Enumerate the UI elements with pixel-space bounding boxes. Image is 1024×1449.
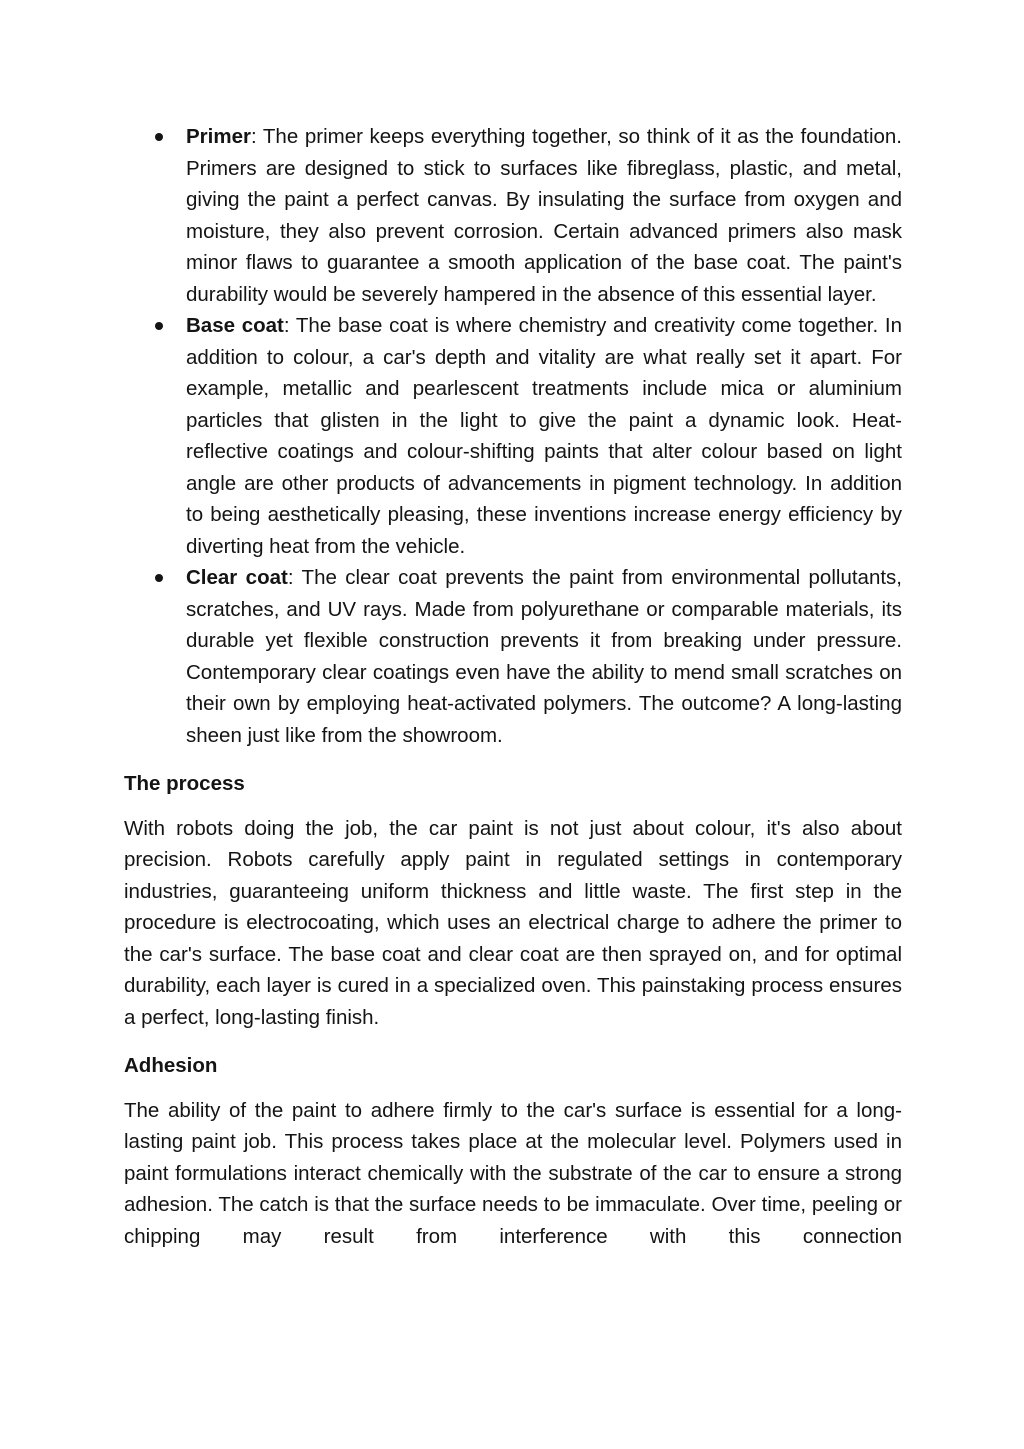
list-item-base-coat [124, 310, 902, 562]
base-coat-description: : The base coat is where chemistry and creativity come together. In addition to colour, a car's depth and vitality are what really set it apart. For example, metallic and pearlescent treatments include mica or aluminium particles that glisten in the light to give the paint a dynamic look. Heat-reflective coatings and colour-shifting paints that alter colour based on light angle are other products of advancements in pigment technology. In addition to being aesthetically pleasing, these inventions increase energy efficiency by diverting heat from the vehicle. [186, 314, 902, 558]
bullet-icon [155, 133, 163, 141]
primer-description: : The primer keeps everything together, so think of it as the foundation. Primers are designed to stick to surfaces like fibreglass, plastic, and metal, giving the paint a perfect canvas. By insulating the surface from oxygen and moisture, they also prevent corrosion. Certain advanced primers also mask minor flaws to guarantee a smooth application of the base coat. The paint's durability would be severely hampered in the absence of this essential layer. [186, 125, 902, 306]
list-item-clear-coat [124, 562, 902, 751]
section-body-adhesion: The ability of the paint to adhere firmly to the car's surface is essential for a long-lasting paint job. This process takes place at the molecular level. Polymers used in paint formulations interact chemically with the substrate of the car to ensure a strong adhesion. The catch is that the surface needs to be immaculate. Over time, peeling or chipping may result from interference with this connection [124, 1098, 902, 1248]
term-clear-coat: Clear coat [186, 566, 288, 589]
list-item-primer [124, 121, 902, 310]
term-base-coat: Base coat [186, 314, 284, 337]
bullet-icon [155, 574, 163, 582]
term-primer: Primer [186, 125, 251, 148]
bullet-icon [155, 322, 163, 330]
document-page [124, 121, 902, 1252]
section-body-process: With robots doing the job, the car paint is not just about colour, it's also about precision. Robots carefully apply paint in regulated settings in contemporary industries, guaranteeing uniform thickness and little waste. The first step in the procedure is electrocoating, which uses an electrical charge to adhere the primer to the car's surface. The base coat and clear coat are then sprayed on, and for optimal durability, each layer is cured in a specialized oven. This painstaking process ensures a perfect, long-lasting finish. [124, 816, 902, 1029]
section-heading-process: The process [124, 772, 245, 795]
section-heading-adhesion: Adhesion [124, 1054, 218, 1077]
clear-coat-description: : The clear coat prevents the paint from environmental pollutants, scratches, and UV rays. Made from polyurethane or comparable materials, its durable yet flexible construction prevents it from breaking under pressure. Contemporary clear coatings even have the ability to mend small scratches on their own by employing heat-activated polymers. The outcome? A long-lasting sheen just like from the showroom. [186, 566, 902, 747]
paint-layers-list [124, 121, 902, 751]
